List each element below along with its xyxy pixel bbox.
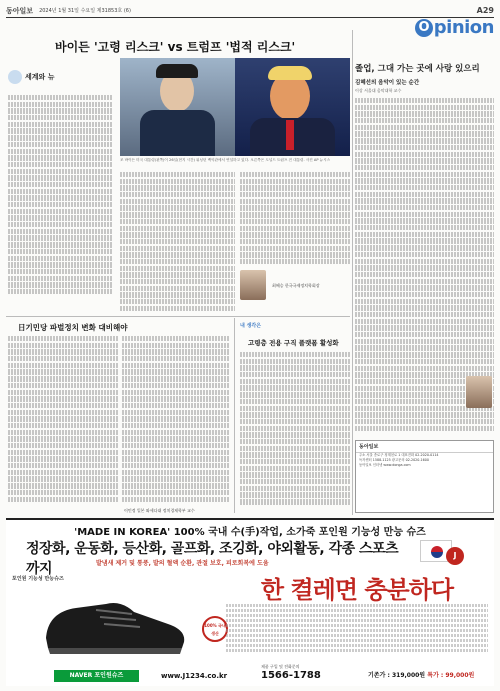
- infobox-title: 동아일보: [356, 441, 493, 453]
- ad-phone-label: 제품 구입 및 전화문의: [261, 664, 300, 669]
- middle-column-text-b: [240, 172, 350, 267]
- author-byline: 최혜승 한국국제정치학회장: [272, 283, 320, 288]
- right-author-portrait: [466, 376, 492, 408]
- ad-product-label: 포인원 기능성 만능슈즈: [12, 576, 64, 582]
- author-portrait: [240, 270, 266, 300]
- naver-search-box[interactable]: NAVER 포인원슈즈: [54, 670, 139, 682]
- column-divider: [234, 318, 235, 513]
- right-sub-byline: 이상 서울대 음악대학 교수: [355, 88, 402, 93]
- lower-mid-text: [240, 352, 350, 512]
- page-header: [6, 4, 494, 18]
- section-divider: [6, 316, 350, 317]
- right-subtitle: 김혜선의 음악이 있는 순간: [355, 80, 420, 86]
- infobox-line: 독자센터 1588-1125 광고문의 02-2020-1600: [359, 458, 429, 462]
- lower-left-writer: 이민정 일본 와세다대 정치경제학부 교수: [124, 508, 195, 513]
- infobox-line: 동아일보 인터넷 www.donga.com: [359, 463, 411, 467]
- ad-body-text: [226, 604, 488, 654]
- column-portrait-icon: [8, 70, 22, 84]
- ad-price-label: 기존가 : 319,000원: [368, 672, 426, 679]
- ad-top-line: 'MADE IN KOREA' 100% 국내 수(手)작업, 소가죽 포인원 기능성 만능 슈즈: [74, 527, 426, 538]
- ad-phone-number[interactable]: 1566-1788: [261, 670, 321, 681]
- page-number: A29: [476, 6, 494, 15]
- ad-badge: 100% 국내생산: [202, 616, 228, 642]
- section-brand: [415, 17, 494, 38]
- shoe-advertisement[interactable]: [6, 518, 494, 686]
- lower-mid-headline: 고령층 전용 구직 플랫폼 활성화: [248, 339, 339, 347]
- ad-logo-icon: J: [446, 547, 464, 565]
- middle-column-text-a: [120, 172, 235, 312]
- ad-slogan: 한 켤레면 충분하다: [226, 570, 488, 598]
- opinion-logo-icon: O: [415, 19, 433, 37]
- dateline: 2024년 1월 31일 수요일 제31853호 (6): [39, 8, 131, 14]
- lower-left-text-a: [8, 336, 118, 508]
- lead-photo: [120, 58, 350, 156]
- masthead: 동아일보: [6, 6, 34, 15]
- ad-price-value: 특가 : 99,000원: [427, 672, 475, 679]
- shoe-image: [36, 590, 191, 660]
- ad-price: [368, 670, 474, 679]
- ad-main-line: 정장화, 운동화, 등산화, 골프화, 조깅화, 야외활동, 각종 스포츠까지: [26, 541, 399, 577]
- column-label-text: 세계와 뉴: [25, 73, 55, 81]
- photo-caption: 조 바이든 미국 대통령(왼쪽)이 26일(현지 시간) 워싱턴 백악관에서 연설하고 있다. 오른쪽은 도널드 트럼프 전 대통령. 사진 AP 뉴시스: [120, 158, 331, 162]
- lower-left-text-b: [122, 336, 230, 508]
- column-label: [8, 70, 55, 84]
- lower-mid-section-tag: 내 생각은: [240, 323, 262, 329]
- right-headline: 졸업, 그대 가는 곳에 사랑 있으리: [355, 64, 480, 74]
- ad-website[interactable]: www.J1234.co.kr: [161, 672, 228, 680]
- publisher-infobox: [355, 440, 494, 513]
- infobox-line: 주소 서울 종로구 청계천로 1 대표전화 02-2020-0114: [359, 453, 439, 457]
- section-brand-text: pinion: [433, 17, 494, 38]
- right-column-divider: [352, 30, 353, 515]
- left-headline: 바이든 '고령 리스크' vs 트럼프 '법적 리스크': [55, 40, 296, 54]
- lower-left-headline: 日기민당 파벌정치 변화 대비해야: [18, 323, 128, 332]
- ad-sub-line: 발냄새 제거 및 통풍, 발의 혈액 순환, 관절 보호, 피로회복에 도움: [96, 560, 269, 567]
- left-column-text: [8, 95, 113, 300]
